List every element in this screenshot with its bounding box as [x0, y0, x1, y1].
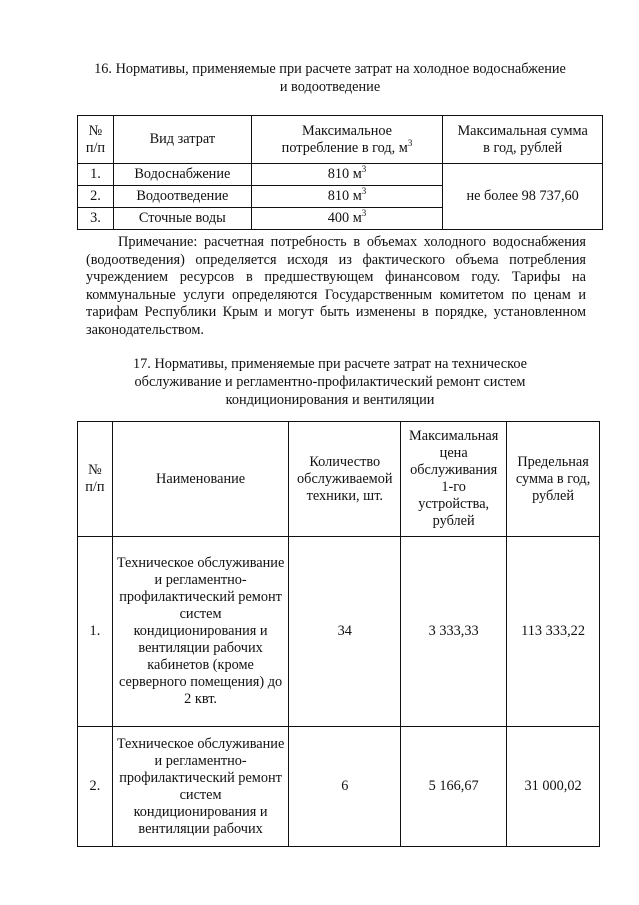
- row-name: Техническое обслуживание и регламентно-профилактический ремонт систем кондиционирования и вентиляции рабочих кабинетов (кроме серверного помещения) до 2 квт.: [112, 537, 288, 727]
- row-sum: 31 000,02: [507, 727, 600, 847]
- header-limit-sum: Предельная сумма в год, рублей: [507, 422, 600, 537]
- header-num: № п/п: [78, 116, 114, 164]
- row-value: 810 $м^3$: [251, 186, 443, 208]
- row-price: 3 333,33: [401, 537, 507, 727]
- ventilation-norms-table: [77, 421, 600, 847]
- table-header-row: [78, 116, 603, 164]
- row-quantity: 34: [289, 537, 401, 727]
- header-name: Наименование: [112, 422, 288, 537]
- row-quantity: 6: [289, 727, 401, 847]
- header-quantity: Количество обслуживаемой техники, шт.: [289, 422, 401, 537]
- section-17-title: [60, 355, 600, 409]
- row-name: Техническое обслуживание и регламентно-профилактический ремонт систем кондиционирования и вентиляции рабочих: [112, 727, 288, 847]
- header-consumption: Максимальное потребление в год, $м^3$: [251, 116, 443, 164]
- section-16-title-line1: 16. Нормативы, применяемые при расчете затрат на холодное водоснабжение: [94, 61, 566, 77]
- header-type: Вид затрат: [113, 116, 251, 164]
- table-header-row: [78, 422, 600, 537]
- row-num: 3.: [78, 208, 114, 230]
- section-16-title-line2: и водоотведение: [279, 79, 381, 95]
- row-type: Сточные воды: [113, 208, 251, 230]
- row-num: 2.: [78, 727, 113, 847]
- row-num: 1.: [78, 164, 114, 186]
- header-max-sum: Максимальная сумма в год, рублей: [443, 116, 603, 164]
- header-num: № п/п: [78, 422, 113, 537]
- row-num: 1.: [78, 537, 113, 727]
- table-row: [78, 164, 603, 186]
- section-17-title-line3: кондиционирования и вентиляции: [225, 392, 435, 408]
- row-num: 2.: [78, 186, 114, 208]
- section-17-title-line2: обслуживание и регламентно-профилактический ремонт систем: [134, 374, 526, 390]
- row-price: 5 166,67: [401, 727, 507, 847]
- row-value: 400 $м^3$: [251, 208, 443, 230]
- section-16-title: [60, 60, 600, 96]
- table-row: [78, 727, 600, 847]
- row-type: Водоотведение: [113, 186, 251, 208]
- water-norms-table: [77, 115, 603, 230]
- row-type: Водоснабжение: [113, 164, 251, 186]
- section-17-title-line1: 17. Нормативы, применяемые при расчете затрат на техническое: [133, 356, 527, 372]
- row-sum: 113 333,22: [507, 537, 600, 727]
- header-max-price: Максимальная цена обслуживания 1-го устройства, рублей: [401, 422, 507, 537]
- table-row: [78, 537, 600, 727]
- note-paragraph: Примечание: расчетная потребность в объемах холодного водоснабжения (водоотведения) определяется исходя из фактического объема потребления учреждением ресурсов в предшествующем финансовом году. Тарифы на коммунальные услуги определяются Государственным комитетом по ценам и тарифам Республики Крым и могут быть изменены в порядке, установленном законодательством.: [86, 234, 586, 338]
- row-value: 810 $м^3$: [251, 164, 443, 186]
- total-sum: не более 98 737,60: [443, 164, 603, 230]
